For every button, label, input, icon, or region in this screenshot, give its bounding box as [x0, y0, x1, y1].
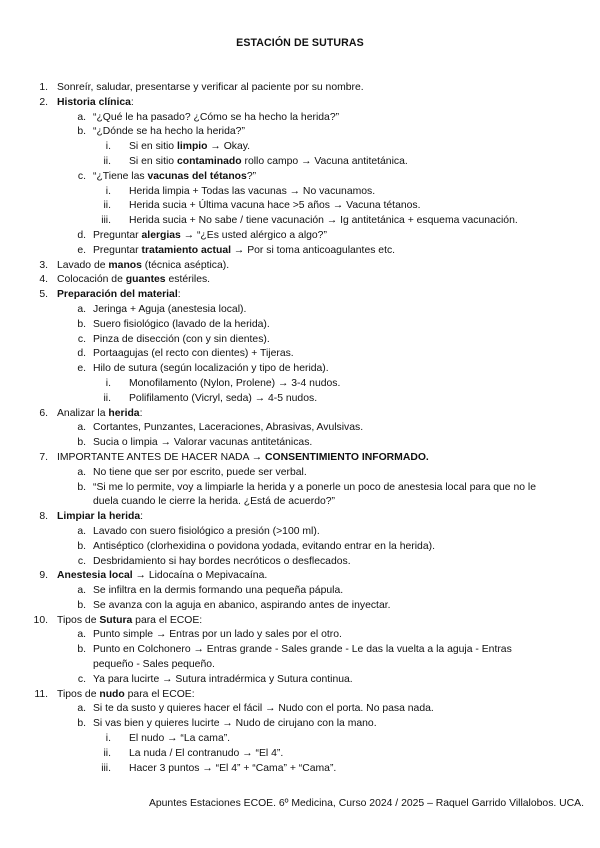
text-run: Si en sitio [129, 155, 177, 167]
list-marker: 2. [39, 96, 48, 108]
bold-text: contaminado [176, 155, 242, 167]
bold-text: CONSENTIMIENTO INFORMADO. [265, 451, 429, 463]
text-run: Hilo de sutura (según localización y tipo de herida). [93, 363, 329, 375]
list-marker: a. [77, 703, 86, 715]
text-run: Preguntar [93, 229, 142, 241]
list-item-level-2 [0, 599, 600, 614]
list-item-text [93, 244, 395, 259]
text-run: Si vas bien y quieres lucirte → Nudo de cirujano con la mano. [93, 718, 377, 730]
list-marker: ii. [103, 200, 111, 212]
text-run: Herida limpia + Todas las vacunas → No vacunamos. [129, 185, 376, 197]
list-marker: e. [77, 363, 86, 375]
text-run: Lavado de [57, 259, 109, 271]
text-run: Cortantes, Punzantes, Laceraciones, Abrasivas, Avulsivas. [93, 422, 364, 434]
list-item-text [57, 569, 267, 584]
text-run: Polifilamento (Vicryl, seda) → 4-5 nudos. [129, 392, 318, 404]
list-item-level-2 [0, 555, 600, 570]
list-item-text [57, 96, 134, 111]
text-run: Sucia o limpia → Valorar vacunas antitetánicas. [93, 437, 313, 449]
list-marker: a. [77, 525, 86, 537]
list-item-text [93, 466, 307, 481]
text-run: Monofilamento (Nylon, Prolene) → 3-4 nudos. [129, 377, 341, 389]
text-run: Herida sucia + No sabe / tiene vacunación → Ig antitetánica + esquema vacunación. [129, 215, 518, 227]
list-item-level-2 [0, 333, 600, 348]
list-marker: b. [77, 437, 86, 449]
list-marker: e. [77, 244, 86, 256]
bold-text: Sutura [99, 614, 133, 626]
list-marker: c. [77, 673, 86, 685]
numbered-list [0, 81, 600, 776]
text-run: → Lidocaína o Mepivacaína. [132, 570, 268, 582]
list-item-text [129, 155, 408, 170]
list-marker: b. [77, 718, 86, 730]
bold-text: herida [108, 407, 140, 419]
list-marker: a. [77, 585, 86, 597]
list-item-level-1 [0, 688, 600, 703]
list-item-text [57, 273, 210, 288]
list-item-text [93, 421, 363, 436]
text-run: ?” [246, 170, 257, 182]
list-marker: b. [77, 126, 86, 138]
list-marker: a. [77, 422, 86, 434]
list-marker: b. [77, 481, 86, 493]
text-run: estériles. [165, 274, 211, 286]
text-run: Se avanza con la aguja en abanico, aspirando antes de inyectar. [93, 599, 391, 611]
list-item-text [93, 481, 553, 511]
text-run: “Si me lo permite, voy a limpiarle la herida y a ponerle un poco de anestesia local para que no le duela cuando le cierre la herida. ¿Está de acuerdo?” [93, 481, 537, 508]
list-item-level-2 [0, 481, 600, 511]
list-marker: 10. [33, 614, 48, 626]
list-marker: a. [77, 629, 86, 641]
list-marker: b. [77, 540, 86, 552]
text-run: (técnica aséptica). [141, 259, 230, 271]
list-item-level-1 [0, 569, 600, 584]
list-item-level-2 [0, 229, 600, 244]
list-marker: a. [77, 303, 86, 315]
list-item-level-2 [0, 170, 600, 185]
list-item-text [129, 199, 421, 214]
list-item-text [129, 392, 317, 407]
list-marker: 11. [34, 688, 48, 700]
list-item-text [129, 762, 336, 777]
list-item-text [93, 333, 270, 348]
list-marker: iii. [101, 762, 111, 774]
text-run: Herida sucia + Última vacuna hace >5 años → Vacuna tétanos. [129, 200, 421, 212]
text-run: Si te da susto y quieres hacer el fácil → Nudo con el porta. No pasa nada. [93, 703, 434, 715]
list-item-level-2 [0, 244, 600, 259]
text-run: Punto en Colchonero → Entras grande - Sales grande - Le das la vuelta a la aguja - Entras pequeño - Sales pequeño. [93, 644, 512, 671]
list-item-text [57, 407, 142, 422]
text-run: : [140, 511, 144, 523]
list-marker: 6. [39, 407, 48, 419]
list-marker: d. [77, 348, 86, 360]
list-marker: ii. [103, 392, 111, 404]
text-run: “¿Tiene las [93, 170, 148, 182]
list-marker: b. [77, 599, 86, 611]
list-item-level-3 [0, 392, 600, 407]
list-item-text [129, 747, 283, 762]
text-run: → Okay. [207, 141, 251, 153]
list-item-level-3 [0, 214, 600, 229]
list-item-text [93, 628, 342, 643]
list-item-text [93, 540, 435, 555]
bold-text: Anestesia local [57, 570, 133, 582]
text-run: “¿Qué le ha pasado? ¿Cómo se ha hecho la herida?” [93, 111, 340, 123]
list-item-level-1 [0, 451, 600, 466]
list-item-text [93, 673, 353, 688]
list-item-level-1 [0, 96, 600, 111]
list-marker: b. [77, 318, 86, 330]
list-marker: c. [77, 333, 86, 345]
list-item-level-2 [0, 318, 600, 333]
text-run: “¿Dónde se ha hecho la herida?” [93, 126, 245, 138]
list-item-level-3 [0, 155, 600, 170]
list-item-text [57, 688, 195, 703]
list-marker: i. [105, 377, 111, 389]
list-item-level-3 [0, 199, 600, 214]
list-item-text [93, 170, 256, 185]
list-marker: 4. [39, 274, 48, 286]
list-item-text [57, 510, 143, 525]
bold-text: vacunas del tétanos [147, 170, 247, 182]
list-item-level-2 [0, 643, 600, 673]
list-marker: 8. [39, 511, 48, 523]
list-item-text [93, 584, 343, 599]
list-item-text [93, 643, 553, 673]
list-item-text [93, 717, 377, 732]
list-item-level-1 [0, 614, 600, 629]
list-item-text [129, 185, 375, 200]
list-item-level-1 [0, 81, 600, 96]
text-run: : [177, 289, 181, 301]
text-run: : [139, 407, 143, 419]
list-item-level-1 [0, 288, 600, 303]
list-marker: 7. [39, 451, 48, 463]
list-item-level-2 [0, 525, 600, 540]
text-run: Punto simple → Entras por un lado y sales por el otro. [93, 629, 342, 641]
list-item-level-1 [0, 273, 600, 288]
bold-text: limpio [176, 141, 208, 153]
list-item-text [129, 140, 250, 155]
list-item-text [57, 259, 229, 274]
list-marker: i. [105, 141, 111, 153]
list-marker: 1. [39, 82, 48, 93]
list-item-level-2 [0, 347, 600, 362]
text-run: Lavado con suero fisiológico a presión (>100 ml). [93, 525, 320, 537]
list-item-level-1 [0, 259, 600, 274]
list-marker: i. [105, 185, 111, 197]
page-title: ESTACIÓN DE SUTURAS [236, 37, 364, 49]
list-item-level-1 [0, 510, 600, 525]
bold-text: Preparación del material [57, 289, 178, 301]
list-item-level-2 [0, 303, 600, 318]
page-footer: Apuntes Estaciones ECOE. 6º Medicina, Curso 2024 / 2025 – Raquel Garrido Villalobos. UCA. [148, 798, 584, 809]
list-item-level-3 [0, 377, 600, 392]
bold-text: nudo [99, 688, 125, 700]
text-run: Pinza de disección (con y sin dientes). [93, 333, 270, 345]
list-item-level-1 [0, 407, 600, 422]
list-marker: 5. [39, 289, 48, 301]
text-run: IMPORTANTE ANTES DE HACER NADA → [57, 451, 266, 463]
text-run: Antiséptico (clorhexidina o povidona yodada, evitando entrar en la herida). [93, 540, 435, 552]
text-run: Tipos de [57, 688, 100, 700]
list-item-level-2 [0, 111, 600, 126]
text-run: El nudo → “La cama”. [129, 733, 231, 745]
list-marker: a. [77, 466, 86, 478]
list-marker: ii. [103, 747, 111, 759]
list-item-text [57, 81, 364, 96]
list-item-level-3 [0, 762, 600, 777]
list-item-text [93, 111, 339, 126]
text-run: rollo campo → Vacuna antitetánica. [241, 155, 408, 167]
list-item-text [93, 303, 246, 318]
text-run: Colocación de [57, 274, 126, 286]
list-item-text [129, 377, 340, 392]
list-marker: 3. [39, 259, 48, 271]
text-run: Se infiltra en la dermis formando una pequeña pápula. [93, 585, 344, 597]
text-run: Sonreír, saludar, presentarse y verificar al paciente por su nombre. [57, 82, 364, 93]
text-run: Si en sitio [129, 141, 177, 153]
list-item-level-2 [0, 584, 600, 599]
list-item-text [93, 555, 351, 570]
list-item-text [93, 347, 294, 362]
list-marker: ii. [103, 155, 111, 167]
text-run: Jeringa + Aguja (anestesia local). [93, 303, 247, 315]
bold-text: Historia clínica [57, 96, 131, 108]
list-item-text [93, 702, 434, 717]
list-item-text [93, 525, 320, 540]
list-item-level-3 [0, 140, 600, 155]
list-marker: c. [77, 555, 86, 567]
list-item-text [93, 436, 312, 451]
list-marker: c. [77, 170, 86, 182]
list-item-level-3 [0, 747, 600, 762]
text-run: Tipos de [57, 614, 100, 626]
list-item-level-2 [0, 466, 600, 481]
text-run: para el ECOE: [132, 614, 203, 626]
list-item-text [93, 229, 327, 244]
list-item-text [57, 288, 181, 303]
list-item-text [93, 318, 270, 333]
text-run: Ya para lucirte → Sutura intradérmica y Sutura continua. [93, 673, 353, 685]
text-run: Hacer 3 puntos → “El 4” + “Cama” + “Cama”. [129, 762, 337, 774]
list-marker: iii. [101, 215, 111, 227]
text-run: : [130, 96, 134, 108]
list-item-level-2 [0, 362, 600, 377]
bold-text: Limpiar la herida [57, 511, 141, 523]
list-item-text [57, 614, 202, 629]
list-item-level-2 [0, 702, 600, 717]
bold-text: tratamiento actual [141, 244, 232, 256]
text-run: No tiene que ser por escrito, puede ser verbal. [93, 466, 307, 478]
list-item-level-2 [0, 540, 600, 555]
text-run: → Por si toma anticoagulantes etc. [231, 244, 396, 256]
text-run: Desbridamiento si hay bordes necróticos o desflecados. [93, 555, 351, 567]
text-run: Preguntar [93, 244, 142, 256]
list-item-level-2 [0, 421, 600, 436]
text-run: Analizar la [57, 407, 109, 419]
list-item-level-3 [0, 732, 600, 747]
list-item-level-3 [0, 185, 600, 200]
bold-text: manos [108, 259, 142, 271]
list-item-text [93, 599, 391, 614]
bold-text: guantes [125, 274, 166, 286]
list-item-level-2 [0, 717, 600, 732]
list-marker: b. [77, 644, 86, 656]
list-item-text [129, 732, 230, 747]
list-item-level-2 [0, 673, 600, 688]
list-item-text [129, 214, 518, 229]
bold-text: alergias [141, 229, 181, 241]
text-run: para el ECOE: [124, 688, 195, 700]
text-run: Portaagujas (el recto con dientes) + Tijeras. [93, 348, 294, 360]
text-run: La nuda / El contranudo → “El 4”. [129, 747, 284, 759]
list-item-level-2 [0, 125, 600, 140]
list-marker: 9. [39, 570, 48, 582]
list-marker: d. [77, 229, 86, 241]
list-marker: i. [105, 733, 111, 745]
list-item-text [93, 125, 245, 140]
text-run: Suero fisiológico (lavado de la herida). [93, 318, 270, 330]
list-item-text [57, 451, 429, 466]
list-item-level-2 [0, 628, 600, 643]
list-marker: a. [77, 111, 86, 123]
list-item-text [93, 362, 329, 377]
text-run: → “¿Es usted alérgico a algo?” [180, 229, 327, 241]
list-item-level-2 [0, 436, 600, 451]
